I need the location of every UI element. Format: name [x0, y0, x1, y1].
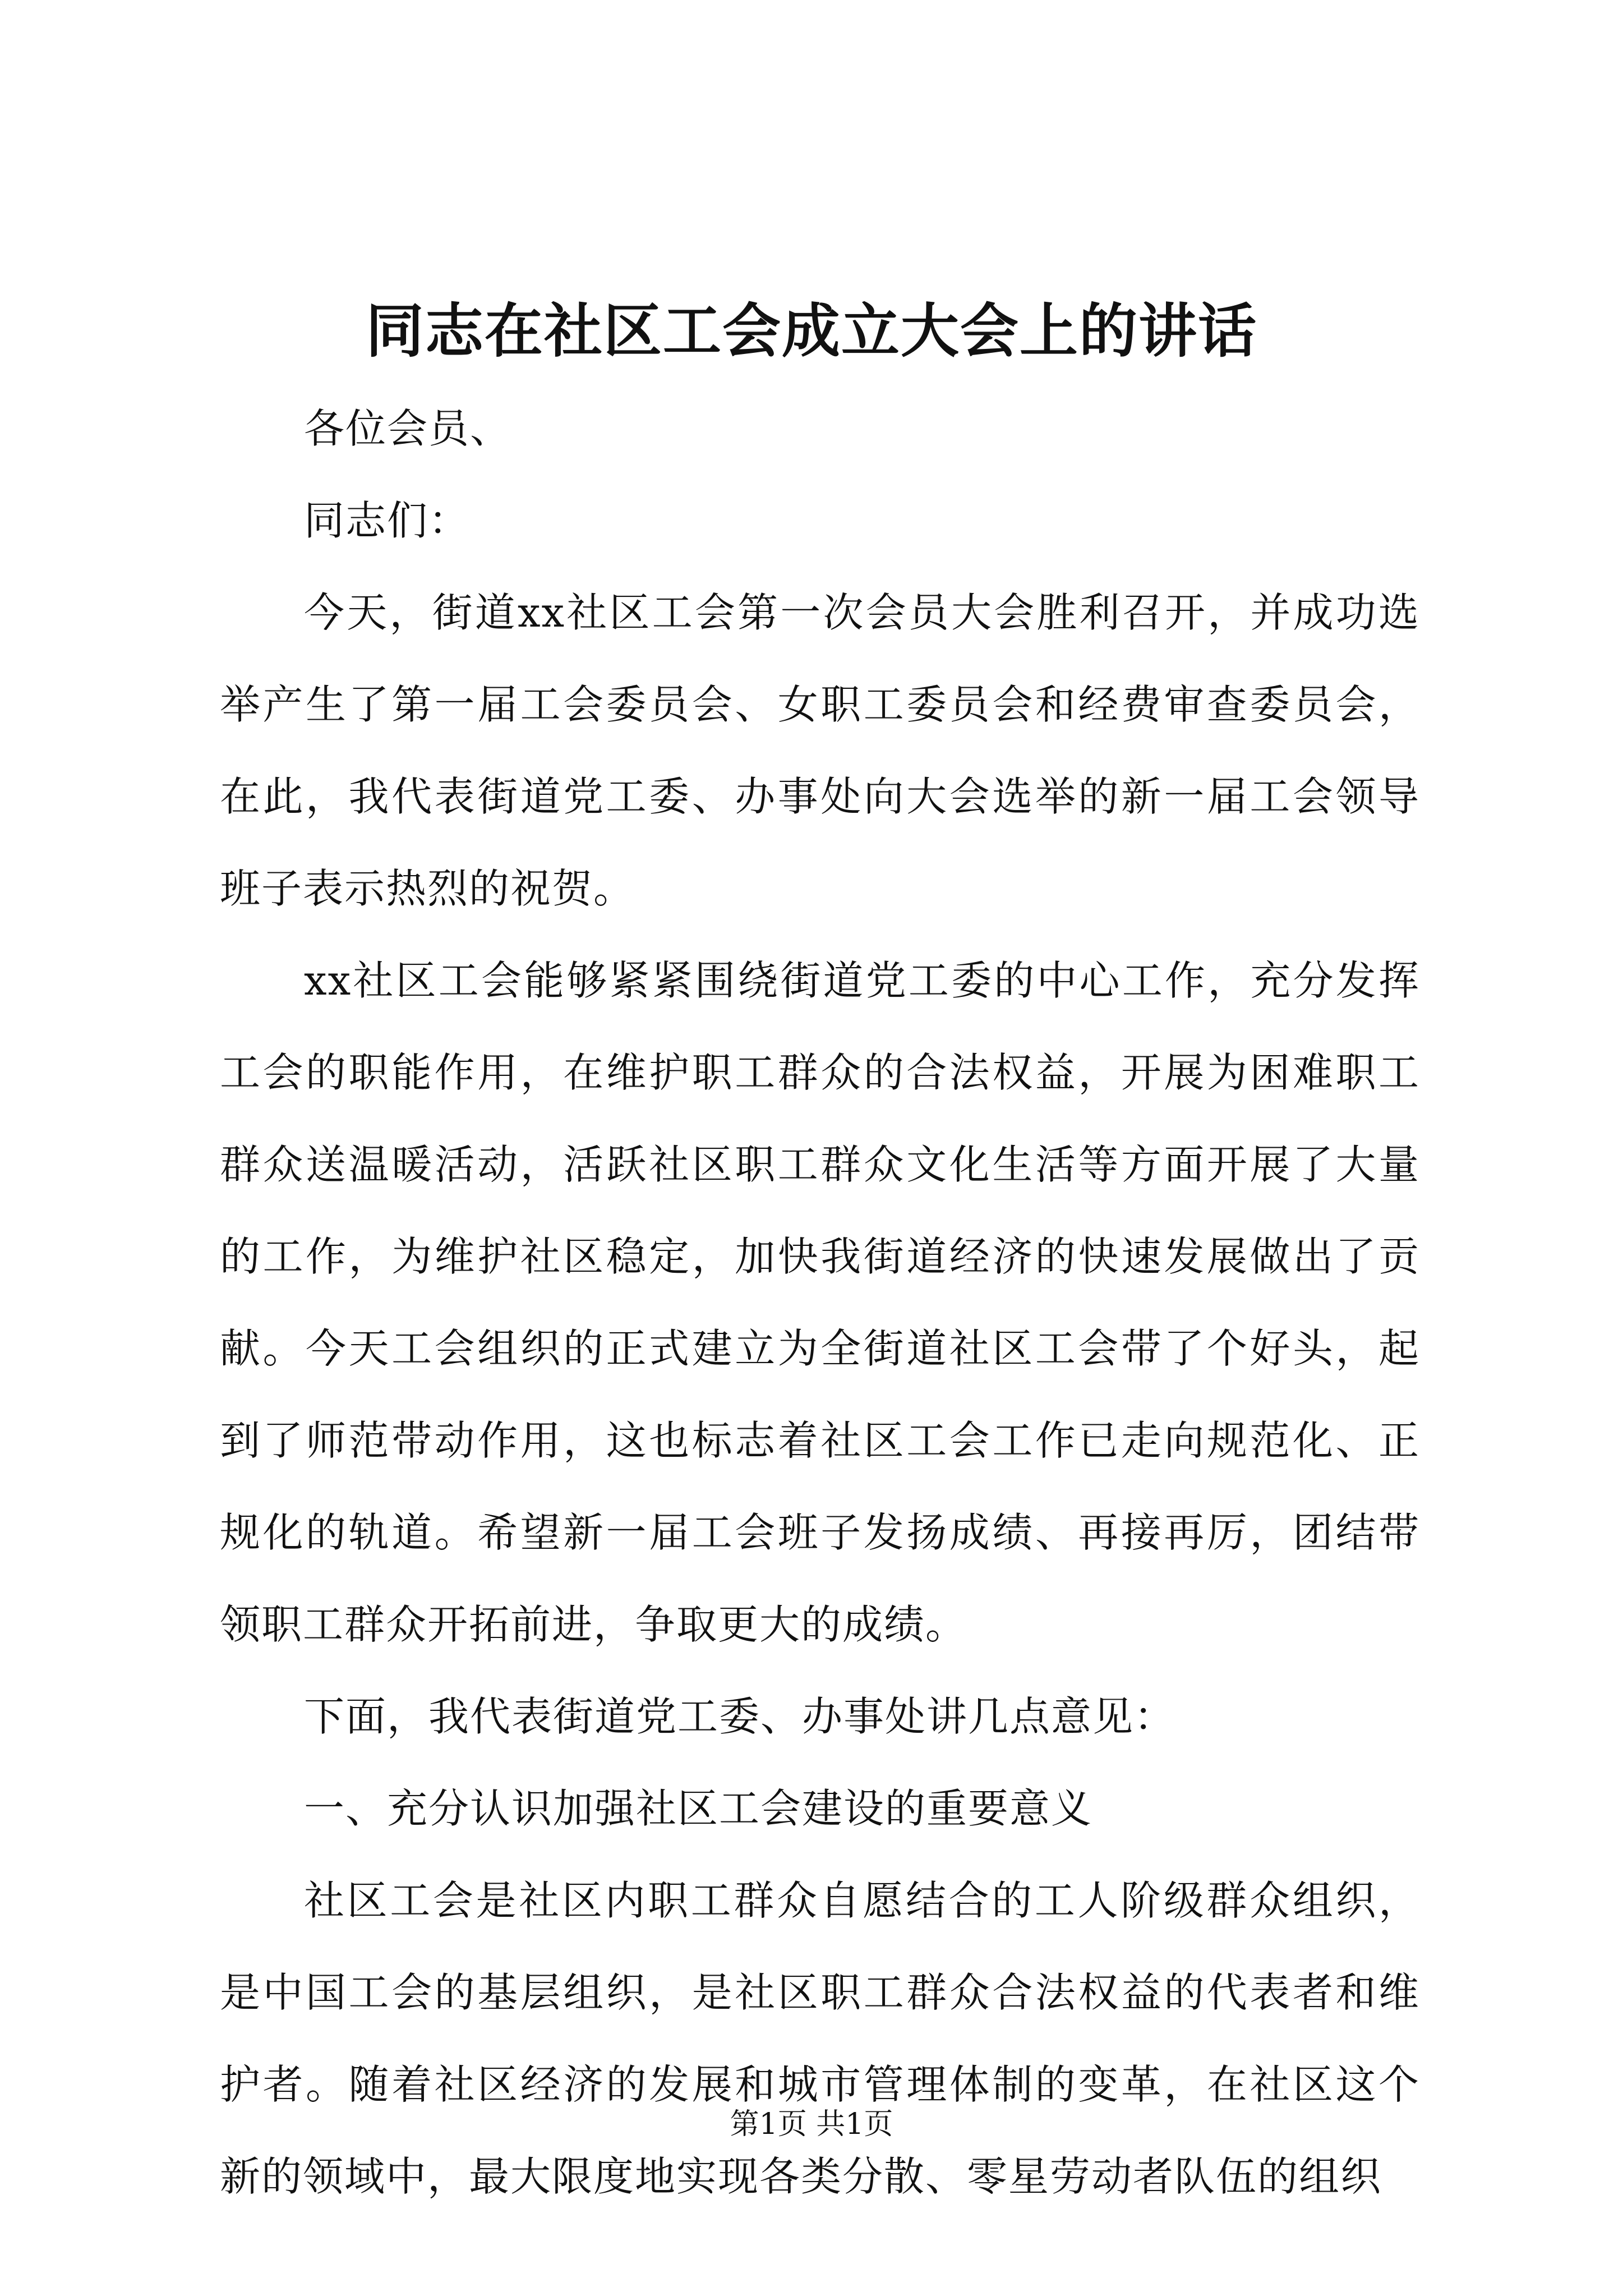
paragraph-achievements: xx社区工会能够紧紧围绕街道党工委的中心工作，充分发挥工会的职能作用，在维护职工群众的合法权益，开展为困难职工群众送温暖活动，活跃社区职工群众文化生活等方面开展了大量的工作，为维护社区稳定，加快我街道经济的快速发展做出了贡献。今天工会组织的正式建立为全街道社区工会带了个好头，起到了师范带动作用，这也标志着社区工会工作已走向规范化、正规化的轨道。希望新一届工会班子发扬成绩、再接再厉，团结带领职工群众开拓前进，争取更大的成绩。: [220, 957, 1420, 1648]
document-title: 同志在社区工会成立大会上的讲话: [365, 296, 1257, 365]
paragraph-section-1: 社区工会是社区内职工群众自愿结合的工人阶级群众组织，是中国工会的基层组织，是社区职工群众合法权益的代表者和维护者。随着社区经济的发展和城市管理体制的变革，在社区这个新的领域中，最大限度地实现各类分散、零星劳动者队伍的组织: [220, 1877, 1420, 2200]
page-footer: 第1页 共1页: [730, 2108, 893, 2141]
salutation-line-1: 各位会员、: [304, 405, 512, 452]
paragraph-intro-points: 下面，我代表街道党工委、办事处讲几点意见：: [304, 1693, 1176, 1740]
document-body: [220, 383, 1420, 2223]
section-heading-1: 一、充分认识加强社区工会建设的重要意义: [304, 1785, 1093, 1832]
salutation-line-2: 同志们：: [304, 497, 471, 544]
paragraph-opening: 今天，街道xx社区工会第一次会员大会胜利召开，并成功选举产生了第一届工会委员会、女职工委员会和经费审查委员会，在此，我代表街道党工委、办事处向大会选举的新一届工会领导班子表示热烈的祝贺。: [220, 589, 1420, 912]
